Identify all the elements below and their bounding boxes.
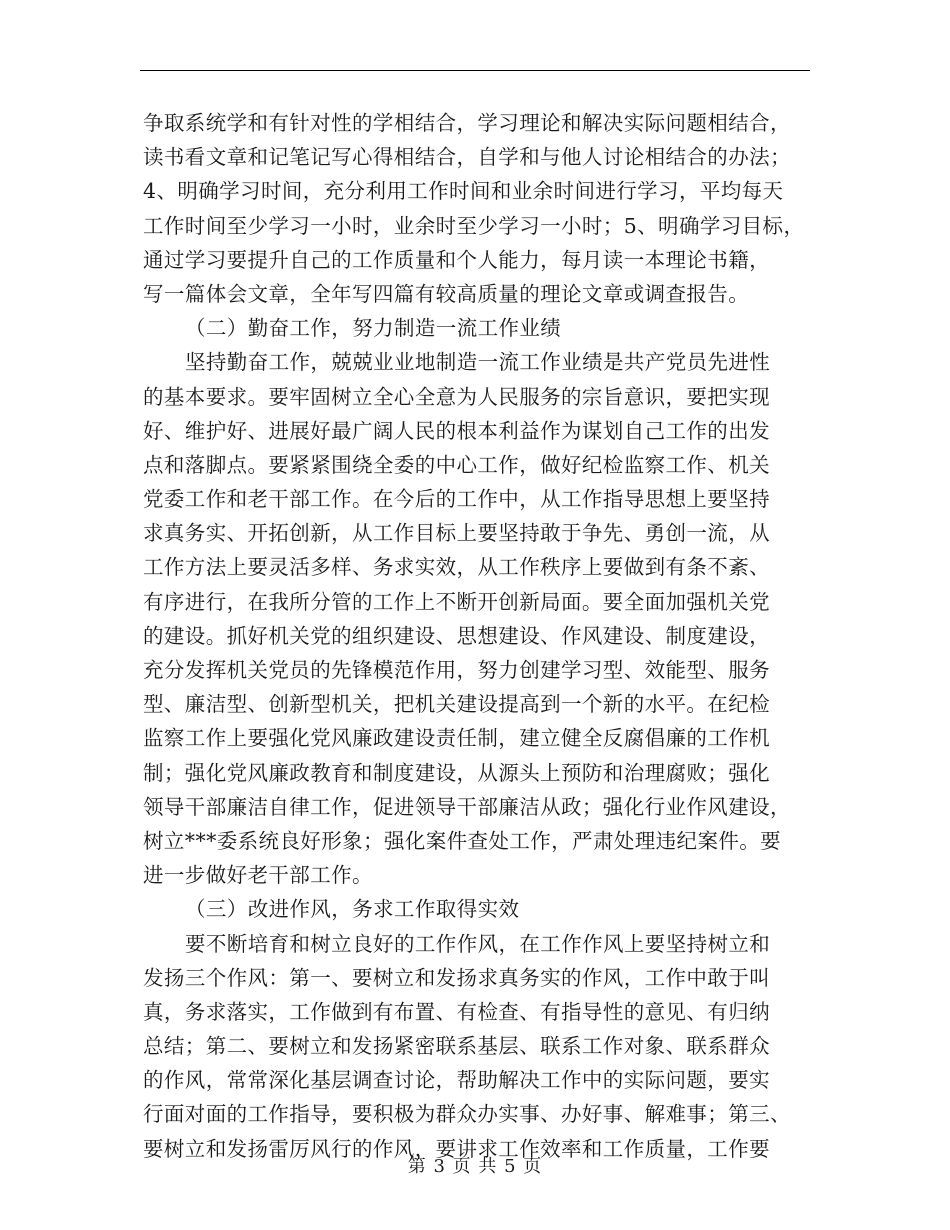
text-line: 求真务实、开拓创新，从工作目标上要坚持敢于争先、勇创一流，从	[143, 521, 770, 546]
text-line: 的作风，常常深化基层调查讨论，帮助解决工作中的实际问题，要实	[143, 1068, 770, 1093]
text-line: 的建设。抓好机关党的组织建设、思想建设、作风建设、制度建设，	[143, 623, 770, 648]
text-line: 真，务求落实，工作做到有布置、有检查、有指导性的意见、有归纳	[143, 999, 770, 1024]
text-line: 的基本要求。要牢固树立全心全意为人民服务的宗旨意识，要把实现	[143, 384, 770, 409]
text-line: 有序进行，在我所分管的工作上不断开创新局面。要全面加强机关党	[143, 589, 770, 614]
page-number: 第 3 页 共 5 页	[407, 1156, 543, 1177]
text-line: 工作方法上要灵活多样、务求实效，从工作秩序上要做到有条不紊、	[143, 555, 770, 580]
text-line: 充分发挥机关党员的先锋模范作用，努力创建学习型、效能型、服务	[143, 658, 770, 682]
text-line: （三）改进作风，务求工作取得实效	[185, 897, 520, 922]
header-rule	[140, 70, 810, 71]
text-line: 工作时间至少学习一小时，业余时至少学习一小时；5、明确学习目标，	[143, 213, 805, 238]
text-line: （二）勤奋工作，努力制造一流工作业绩	[185, 316, 562, 341]
text-line: 发扬三个作风：第一、要树立和发扬求真务实的作风，工作中敢于叫	[143, 965, 770, 990]
text-line: 进一步做好老干部工作。	[143, 863, 373, 888]
text-line: 监察工作上要强化党风廉政建设责任制，建立健全反腐倡廉的工作机	[143, 726, 770, 751]
text-line: 通过学习要提升自己的工作质量和个人能力，每月读一本理论书籍，	[143, 247, 770, 272]
text-line: 树立***委系统良好形象；强化案件查处工作，严肃处理违纪案件。要	[143, 828, 782, 853]
text-line: 制；强化党风廉政教育和制度建设，从源头上预防和治理腐败；强化	[143, 760, 770, 785]
text-line: 领导干部廉洁自律工作，促进领导干部廉洁从政；强化行业作风建设，	[143, 794, 791, 819]
text-line: 写一篇体会文章，全年写四篇有较高质量的理论文章或调查报告。	[143, 281, 750, 306]
text-line: 要树立和发扬雷厉风行的作风，要讲求工作效率和工作质量，工作要	[143, 1136, 770, 1161]
text-line: 行面对面的工作指导，要积极为群众办实事、办好事、解难事；第三、	[143, 1102, 791, 1127]
document-body	[143, 106, 818, 1166]
text-line: 坚持勤奋工作，兢兢业业地制造一流工作业绩是共产党员先进性	[185, 350, 771, 375]
text-line: 总结；第二、要树立和发扬紧密联系基层、联系工作对象、联系群众	[143, 1034, 770, 1059]
text-line: 读书看文章和记笔记写心得相结合，自学和与他人讨论相结合的办法；	[143, 145, 791, 170]
text-line: 争取系统学和有针对性的学相结合，学习理论和解决实际问题相结合，	[143, 111, 791, 135]
text-line: 要不断培育和树立良好的工作作风，在工作作风上要坚持树立和	[185, 931, 771, 956]
text-line: 型、廉洁型、创新型机关，把机关建设提高到一个新的水平。在纪检	[143, 692, 770, 717]
text-line: 党委工作和老干部工作。在今后的工作中，从工作指导思想上要坚持	[143, 487, 770, 512]
text-line: 4、明确学习时间，充分利用工作时间和业余时间进行学习，平均每天	[143, 179, 784, 204]
text-line: 点和落脚点。要紧紧围绕全委的中心工作，做好纪检监察工作、机关	[143, 452, 770, 477]
text-line: 好、维护好、进展好最广阔人民的根本利益作为谋划自己工作的出发	[143, 418, 770, 443]
